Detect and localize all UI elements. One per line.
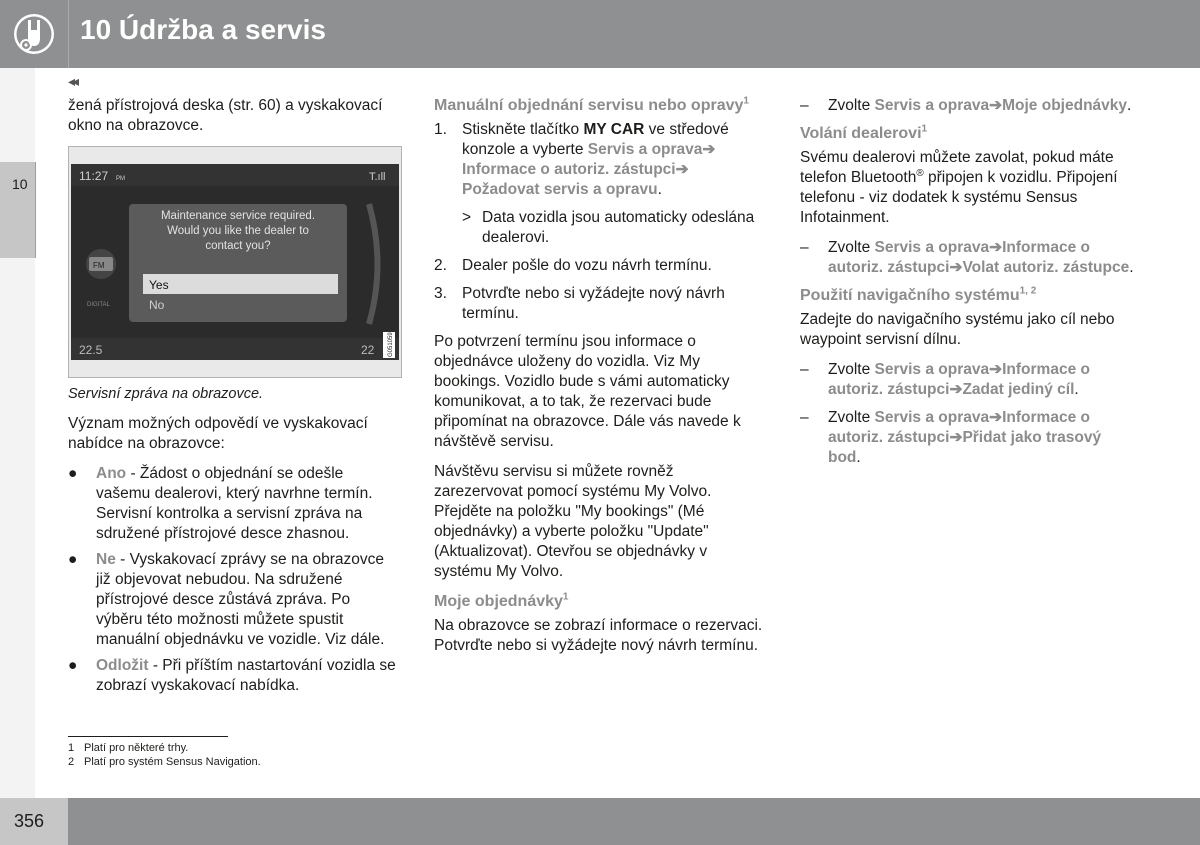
bullet-term: Ano xyxy=(96,465,127,482)
popup-option-yes: Yes xyxy=(149,278,169,292)
screen-illustration xyxy=(71,164,399,360)
arrow-icon: ➔ xyxy=(949,381,963,398)
screen-digital: DIGITAL xyxy=(87,302,110,308)
page-number: 356 xyxy=(14,811,45,831)
step-1 xyxy=(434,120,764,200)
list-item xyxy=(68,656,400,696)
screen-time: 11:27 xyxy=(79,169,109,183)
popup-line-1: Maintenance service required. xyxy=(160,210,316,222)
arrow-icon: ➔ xyxy=(989,239,1003,256)
step-number: 1. xyxy=(434,121,447,138)
step-number: 2. xyxy=(434,257,447,274)
arrow-icon: ➔ xyxy=(989,361,1003,378)
section-heading xyxy=(434,592,764,612)
paragraph: Návštěvu servisu si můžete rovněž zarezervovat pomocí systému My Volvo. Přejděte na položku "My bookings" (Mé objednávky) a vyberte položku "Update" (Aktualizovat). Otevřou se objednávky v systému My Volvo. xyxy=(434,463,712,580)
footnote-ref: 1, 2 xyxy=(1019,285,1037,297)
footnote-text: Platí pro některé trhy. xyxy=(84,742,189,754)
header-divider xyxy=(68,0,69,68)
menu-path: Přidat jako trasový bod xyxy=(828,429,1102,466)
popup-line-3: contact you? xyxy=(205,240,271,252)
result-text: Data vozidla jsou automaticky odeslána dealerovi. xyxy=(482,209,755,246)
list-item xyxy=(68,550,400,650)
menu-path: Volat autoriz. zástupce xyxy=(962,259,1130,276)
paragraph: Zadejte do navigačního systému jako cíl nebo waypoint servisní dílnu. xyxy=(800,311,1115,348)
menu-path: Servis a oprava xyxy=(874,361,990,378)
step-text: . xyxy=(657,181,662,198)
chapter-number: 10 xyxy=(12,176,28,192)
arrow-icon: ➔ xyxy=(949,259,963,276)
screen-fm: FM xyxy=(93,261,105,270)
popup-line-2: Would you like the dealer to xyxy=(167,225,309,237)
infotainment-screen xyxy=(71,164,399,360)
bullet-term: Ne xyxy=(96,551,116,568)
menu-path: Servis a oprava xyxy=(874,239,990,256)
step-text: Potvrďte nebo si vyžádejte nový návrh termínu. xyxy=(462,285,725,322)
step-number: 3. xyxy=(434,285,447,302)
menu-path: Servis a oprava xyxy=(874,409,990,426)
screen-figure xyxy=(68,146,402,378)
step-3 xyxy=(434,284,764,324)
bullet-dot: ● xyxy=(68,657,78,674)
screen-temp-left: 22.5 xyxy=(79,343,103,357)
arrow-icon: ➔ xyxy=(949,429,963,446)
paragraph: Na obrazovce se zobrazí informace o rezervaci. Potvrďte nebo si vyžádejte nový návrh termínu. xyxy=(434,617,763,654)
bullet-text: - Žádost o objednání se odešle vašemu dealerovi, který navrhne termín. Servisní kontrolka a servisní zpráva na sdružené přístrojové desce zhasnou. xyxy=(96,465,373,542)
wrench-gear-icon xyxy=(0,0,68,68)
paragraph-text: Svému dealerovi můžete zavolat, pokud máte telefon Bluetooth xyxy=(800,149,1114,186)
section-heading xyxy=(434,96,764,116)
dash-item: – Zvolte Servis a oprava➔Informace o autoriz. zástupci➔Volat autoriz. zástupce. xyxy=(800,239,1134,276)
column-1 xyxy=(68,96,400,702)
popup-option-no: No xyxy=(149,298,165,312)
screen-signal: T.ıll xyxy=(369,171,386,183)
footnote-ref: 1 xyxy=(562,591,569,603)
section-heading xyxy=(800,124,1135,144)
footnotes xyxy=(68,736,261,769)
menu-path: Moje objednávky xyxy=(1002,97,1128,114)
dash-text: Zvolte xyxy=(828,239,875,256)
heading-text: Volání dealerovi xyxy=(800,125,922,142)
footnote-text: Platí pro systém Sensus Navigation. xyxy=(84,756,261,768)
arrow-icon: ➔ xyxy=(989,97,1003,114)
arrow-icon: ➔ xyxy=(989,409,1003,426)
paragraph: Po potvrzení termínu jsou informace o objednávce uloženy do vozidla. Viz My bookings. Vozidlo bude s vámi automaticky komunikovat, a to tak, že rezervaci bude připomínat na obrazovce. Dále vás navede k návštěvě servisu. xyxy=(434,333,741,450)
column-3 xyxy=(800,96,1135,476)
menu-path: Informace o autoriz. zástupci xyxy=(828,409,1090,446)
arrow-icon: ➔ xyxy=(675,161,689,178)
arrow-icon: ➔ xyxy=(702,141,716,158)
screen-temp-right: 22 xyxy=(361,343,375,357)
footnote xyxy=(68,755,261,769)
dash-item: – Zvolte Servis a oprava➔Informace o autoriz. zástupci➔Přidat jako trasový bod. xyxy=(800,409,1102,466)
menu-path: Zadat jediný cíl xyxy=(962,381,1075,398)
dash-marker: – xyxy=(800,239,809,256)
section-heading xyxy=(800,286,1135,306)
page-title: 10 Údržba a servis xyxy=(80,14,326,45)
menu-path: Informace o autoriz. zástupci xyxy=(828,239,1090,276)
menu-path: Informace o autoriz. zástupci xyxy=(828,361,1090,398)
column-2 xyxy=(434,96,764,666)
bullet-text: - Vyskakovací zprávy se na obrazovce již objevovat nebudou. Na sdružené přístrojové desce zůstává zpráva. Po výběru této možnosti můžete spustit manuální objednávku ve vozidle. Viz dále. xyxy=(96,551,385,648)
page-footer xyxy=(0,798,1200,845)
chapter-icon-box xyxy=(0,0,68,68)
bullet-text: - Při příštím nastartování vozidla se zobrazí vyskakovací nabídka. xyxy=(96,657,396,694)
menu-path: Požadovat servis a opravu xyxy=(462,181,658,198)
step-text: Dealer pošle do vozu návrh termínu. xyxy=(462,257,712,274)
figure-code: G051059 xyxy=(388,332,394,357)
dash-marker: – xyxy=(800,361,809,378)
dash-marker: – xyxy=(800,409,809,426)
menu-path: Informace o autoriz. zástupci xyxy=(462,161,676,178)
bullet-term: Odložit xyxy=(96,657,149,674)
step-2 xyxy=(434,256,764,276)
dash-text: Zvolte xyxy=(828,409,875,426)
footnote xyxy=(68,741,228,755)
footnote-number: 1 xyxy=(68,742,75,754)
menu-path: Servis a oprava xyxy=(874,97,990,114)
dash-item: – Zvolte Servis a oprava➔Moje objednávky. xyxy=(800,97,1132,114)
list-item xyxy=(68,464,400,544)
footnote-ref: 1 xyxy=(921,123,928,135)
menu-path: Servis a oprava xyxy=(587,141,703,158)
step-text: Stiskněte tlačítko xyxy=(462,121,584,138)
bullet-dot: ● xyxy=(68,465,78,482)
heading-text: Manuální objednání servisu nebo opravy xyxy=(434,97,744,114)
dash-item: – Zvolte Servis a oprava➔Informace o autoriz. zástupci➔Zadat jediný cíl. xyxy=(800,361,1090,398)
footnote-number: 2 xyxy=(68,756,75,768)
intro-text: žená přístrojová deska (str. 60) a vyskakovací okno na obrazovce. xyxy=(68,97,383,134)
dash-text: Zvolte xyxy=(828,361,875,378)
heading-text: Použití navigačního systému xyxy=(800,287,1020,304)
step-1-result xyxy=(434,208,764,248)
bullet-dot: ● xyxy=(68,551,78,568)
dash-marker: – xyxy=(800,97,809,114)
button-name: MY CAR xyxy=(583,121,645,138)
figure-caption: Servisní zpráva na obrazovce. xyxy=(68,386,264,402)
step-text: ve středové konzole a vyberte xyxy=(462,121,729,158)
result-marker: > xyxy=(462,209,472,226)
registered-mark: ® xyxy=(916,167,924,179)
paragraph xyxy=(800,148,1135,228)
screen-time-unit: PM xyxy=(116,176,125,182)
col1-text: Význam možných odpovědí ve vyskakovací nabídce na obrazovce: xyxy=(68,415,368,452)
continued-marker: ◂◂ xyxy=(68,73,77,89)
paragraph-text: připojen k vozidlu. Připojení telefonu - viz dodatek k systému Sensus Infotainment. xyxy=(800,169,1118,226)
dash-text: Zvolte xyxy=(828,97,875,114)
heading-text: Moje objednávky xyxy=(434,593,563,610)
footnote-ref: 1 xyxy=(743,95,749,107)
